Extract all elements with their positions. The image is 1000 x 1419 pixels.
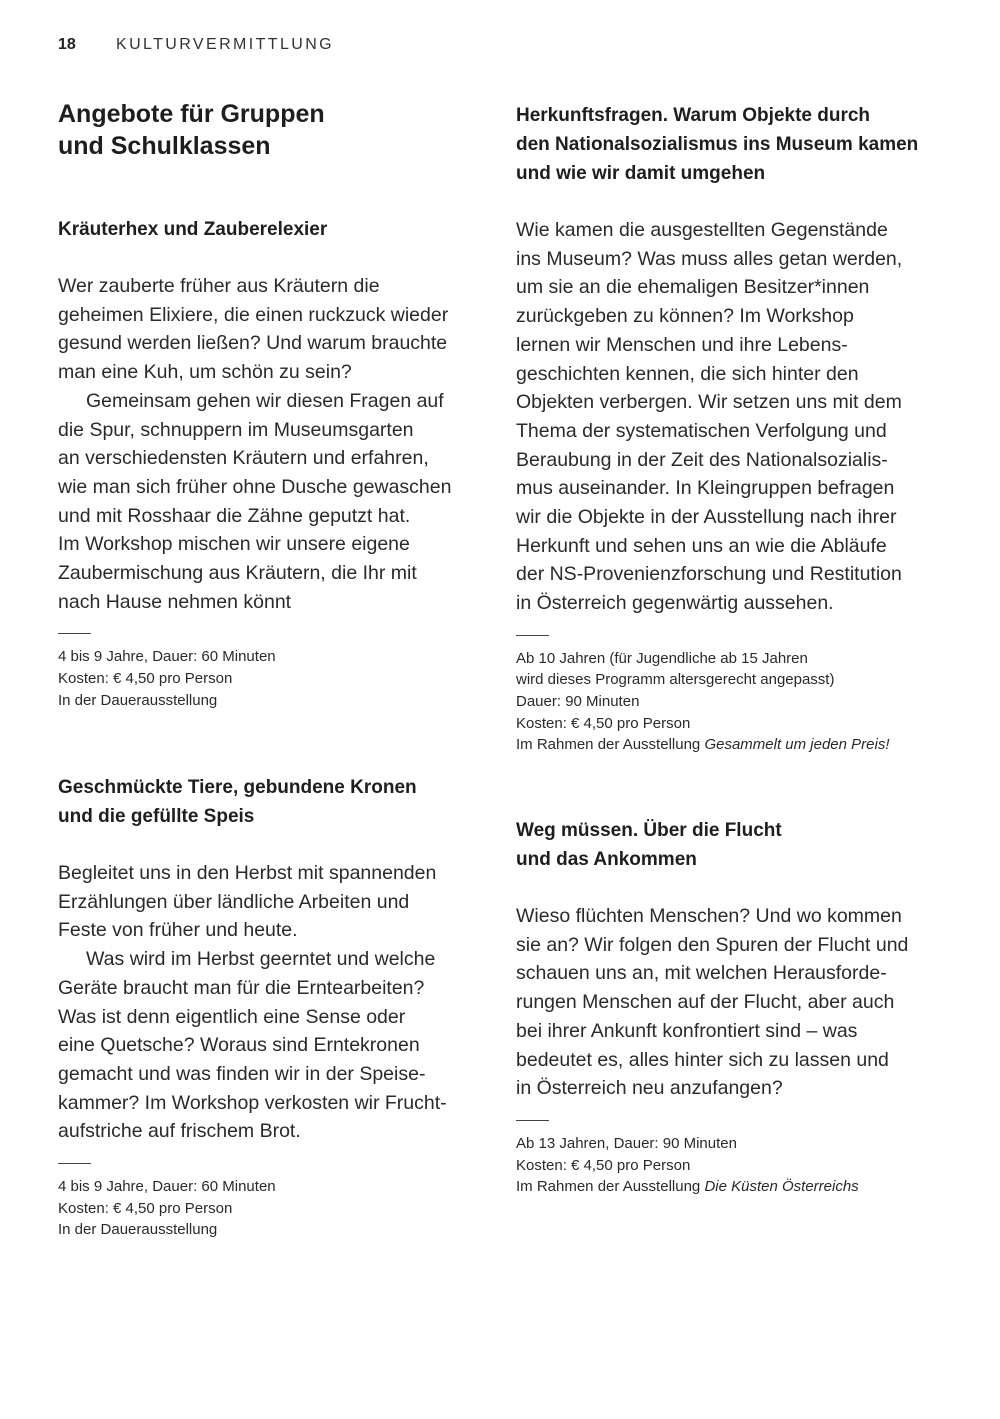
page-number: 18 — [58, 36, 76, 53]
page-title: Angebote für Gruppen und Schulklassen — [58, 100, 325, 160]
offer-title: Kräuterhex und Zauberelexier — [58, 219, 328, 240]
divider-rule — [516, 635, 549, 636]
exhibition-title: Die Küsten Österreichs — [704, 1178, 859, 1196]
offer-title: Herkunftsfragen. Warum Objekte durch den Nationalsozialismus ins Museum kamen und wie wir damit umgehen — [516, 105, 919, 184]
offer-description: Begleitet uns in den Herbst mit spannenden Erzählungen über ländliche Arbeiten und Feste von früher und heute. Was wird im Herbst geerntet und welche Geräte braucht man für die Erntearbeiten? Was ist denn eigentlich eine Sense oder eine Quetsche? Woraus sind Erntekronen gemacht und was finden wir in der Speise- kammer? Im Workshop verkosten wir Frucht- aufstriche auf frischem Brot. — [58, 862, 447, 1143]
offer-details: Ab 10 Jahren (für Jugendliche ab 15 Jahren wird dieses Programm altersgerecht angepasst) Dauer: 90 Minuten Kosten: € 4,50 pro Person Im Rahmen der Ausstellung Gesammelt um jeden Preis! — [516, 649, 890, 754]
offer-description: Wieso flüchten Menschen? Und wo kommen sie an? Wir folgen den Spuren der Flucht und schauen uns an, mit welchen Herausforde- rungen Menschen auf der Flucht, aber auch bei ihrer Ankunft konfrontiert sind – was bedeutet es, alles hinter sich zu lassen und in Österreich neu anzufangen? — [516, 905, 909, 1100]
offer-title: Weg müssen. Über die Flucht und das Ankommen — [516, 820, 782, 870]
offer-title: Geschmückte Tiere, gebundene Kronen und die gefüllte Speis — [58, 777, 417, 827]
offer-details: 4 bis 9 Jahre, Dauer: 60 Minuten Kosten: € 4,50 pro Person In der Dauerausstellung — [58, 648, 276, 709]
offer-details: Ab 13 Jahren, Dauer: 90 Minuten Kosten: € 4,50 pro Person Im Rahmen der Ausstellung Die Küsten Österreichs — [516, 1134, 859, 1196]
page-title-block — [58, 98, 498, 162]
offer-herkunftsfragen — [516, 101, 956, 756]
offer-weg-muessen — [516, 816, 956, 1198]
page-header — [58, 35, 334, 55]
section-label: KULTURVERMITTLUNG — [116, 36, 335, 53]
divider-rule — [516, 1120, 549, 1121]
offer-geschmueckte-tiere — [58, 773, 498, 1241]
offer-description: Wie kamen die ausgestellten Gegenstände ins Museum? Was muss alles getan werden, um sie an die ehemaligen Besitzer*innen zurückgeben zu können? Im Workshop lernen wir Menschen und ihre Lebens- geschichten kennen, die sich hinter den Objekten verbergen. Wir setzen uns mit dem Thema der systematischen Verfolgung und Beraubung in der Zeit des Nationalsozialis- mus auseinander. In Kleingruppen befragen wir die Objekte in der Ausstellung nach ihrer Herkunft und sehen uns an wie die Abläufe der NS-Provenienzforschung und Restitution in Österreich gegenwärtig aussehen. — [516, 219, 903, 615]
offer-description: Wer zauberte früher aus Kräutern die geheimen Elixiere, die einen ruckzuck wieder gesund werden ließen? Und warum brauchte man eine Kuh, um schön zu sein? Gemeinsam gehen wir diesen Fragen auf die Spur, schnuppern im Museumsgarten an verschiedensten Kräutern und erfahren, wie man sich früher ohne Dusche gewaschen und mit Rosshaar die Zähne geputzt hat. Im Workshop mischen wir unsere eigene Zaubermischung aus Kräutern, die Ihr mit nach Hause nehmen könnt — [58, 275, 452, 613]
exhibition-title: Gesammelt um jeden Preis! — [704, 736, 890, 754]
divider-rule — [58, 1163, 91, 1164]
offer-details: 4 bis 9 Jahre, Dauer: 60 Minuten Kosten: € 4,50 pro Person In der Dauerausstellung — [58, 1178, 276, 1239]
offer-kraeuterhex — [58, 215, 498, 711]
divider-rule — [58, 633, 91, 634]
